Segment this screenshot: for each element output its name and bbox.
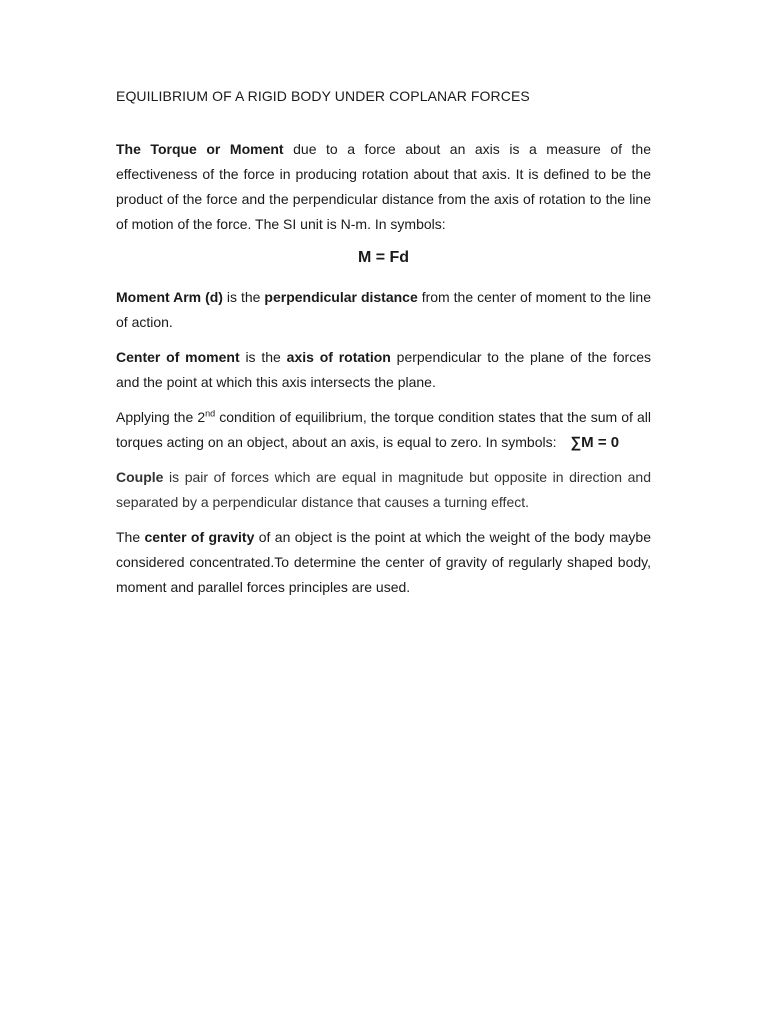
paragraph-torque [116, 137, 651, 237]
paragraph-couple [116, 465, 651, 515]
center-of-gravity-text: of an object is the point at which the weight of the body maybe considered concentrated.To determine the center of gravity of regularly shaped body, moment and parallel forces principles are used. [116, 529, 651, 595]
couple-text: is pair of forces which are equal in magnitude but opposite in direction and separated by a perpendicular distance that causes a turning effect. [116, 469, 651, 510]
second-condition-pre: Applying the 2 [116, 409, 206, 425]
second-condition-sup: nd [205, 408, 216, 419]
center-of-gravity-pre: The [116, 529, 145, 545]
center-of-moment-text: perpendicular to the plane of the forces and the point at which this axis intersects the plane. [116, 349, 651, 390]
moment-arm-mid: is the [222, 289, 265, 305]
term-torque: The Torque or Moment [116, 141, 284, 157]
paragraph-center-of-moment [116, 345, 651, 395]
second-condition-text: condition of equilibrium, the torque condition states that the sum of all torques acting on an object, about an axis, is equal to zero. In symbols: [116, 409, 652, 450]
term-perpendicular-distance: perpendicular distance [264, 289, 418, 305]
formula-moment: M = Fd [357, 249, 410, 266]
paragraph-second-condition [116, 405, 651, 455]
document-title: EQUILIBRIUM OF A RIGID BODY UNDER COPLANAR FORCES [116, 88, 530, 104]
term-couple: Couple [116, 469, 164, 485]
term-center-of-moment: Center of moment [116, 349, 240, 365]
paragraph-center-of-gravity [116, 525, 651, 600]
moment-arm-text: from the center of moment to the line of action. [116, 289, 651, 330]
torque-text: due to a force about an axis is a measure of the effectiveness of the force in producing rotation about that axis. It is defined to be the product of the force and the perpendicular distance from the axis of rotation to the line of motion of the force. The SI unit is N-m. In symbols: [116, 141, 651, 232]
center-of-moment-mid: is the [239, 349, 287, 365]
paragraph-moment-arm [116, 285, 651, 335]
formula-sum-moments: ∑M = 0 [570, 434, 620, 451]
term-center-of-gravity: center of gravity [144, 529, 255, 545]
term-moment-arm: Moment Arm (d) [116, 289, 223, 305]
document-page [116, 84, 651, 600]
term-axis-of-rotation: axis of rotation [286, 349, 391, 365]
